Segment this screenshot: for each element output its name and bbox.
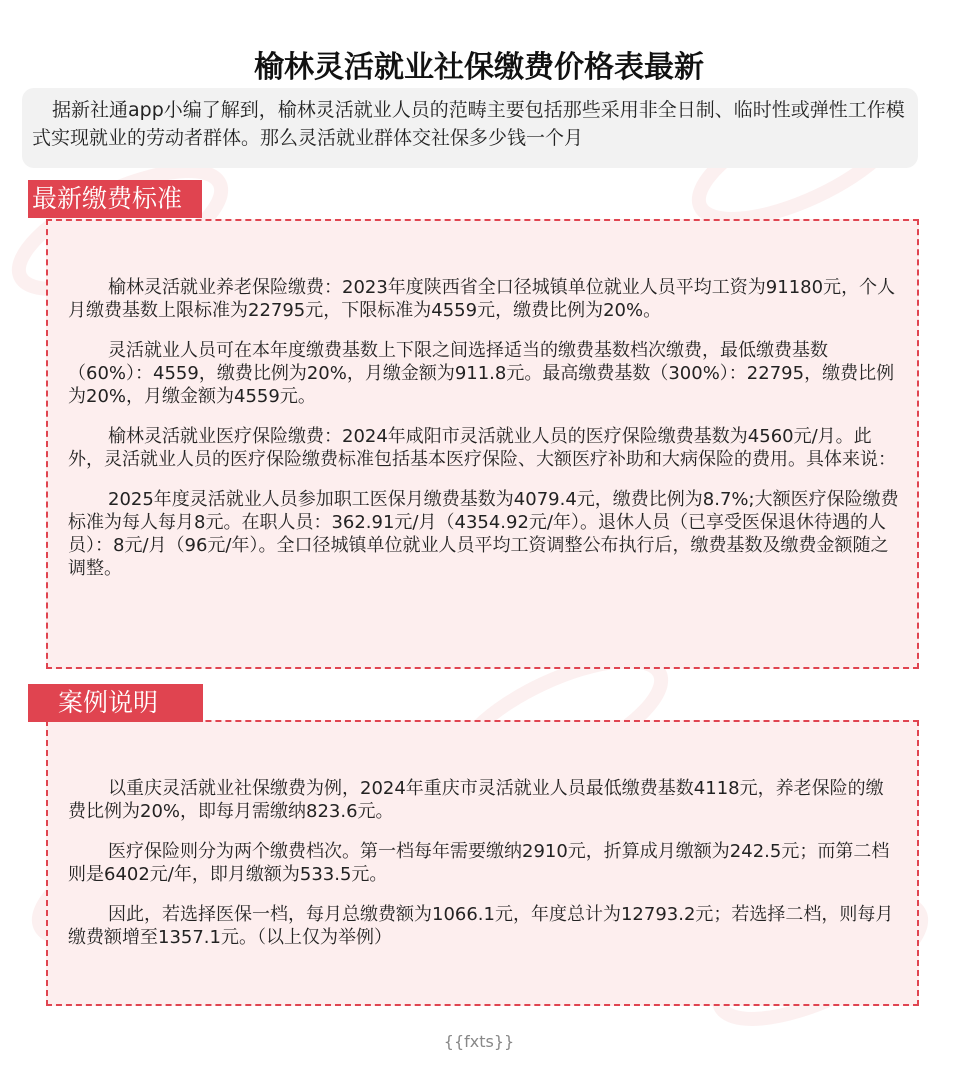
paragraph: 灵活就业人员可在本年度缴费基数上下限之间选择适当的缴费基数档次缴费，最低缴费基数（60%）：4559，缴费比例为20%，月缴金额为911.8元。最高缴费基数（300%）：22795，缴费比例为20%，月缴金额为4559元。: [68, 340, 895, 407]
paragraph: 榆林灵活就业养老保险缴费：2023年度陕西省全口径城镇单位就业人员平均工资为91180元，个人月缴费基数上限标准为22795元，下限标准为4559元，缴费比例为20%。: [68, 277, 896, 321]
section-example-content: [46, 720, 919, 1006]
footer-placeholder: {{fxts}}: [443, 1032, 515, 1051]
section-standards-content: [46, 219, 919, 669]
paragraph: 2025年度灵活就业人员参加职工医保月缴费基数为4079.4元，缴费比例为8.7%;大额医疗保险缴费标准为每人每月8元。在职人员：362.91元/月（4354.92元/年）。退休人员（已享受医保退休待遇的人员）：8元/月（96元/年）。全口径城镇单位就业人员平均工资调整公布执行后，缴费基数及缴费金额随之调整。: [68, 489, 899, 579]
section-heading-example: 案例说明: [28, 684, 203, 722]
paragraph: 医疗保险则分为两个缴费档次。第一档每年需要缴纳2910元，折算成月缴额为242.5元；而第二档则是6402元/年，即月缴额为533.5元。: [68, 841, 890, 885]
section-heading-standards: 最新缴费标准: [28, 180, 202, 218]
paragraph: 因此，若选择医保一档，每月总缴费额为1066.1元，年度总计为12793.2元；若选择二档，则每月缴费额增至1357.1元。（以上仅为举例）: [68, 904, 894, 948]
paragraph: 以重庆灵活就业社保缴费为例，2024年重庆市灵活就业人员最低缴费基数4118元，养老保险的缴费比例为20%，即每月需缴纳823.6元。: [68, 778, 884, 822]
intro-text: 据新社通app小编了解到，榆林灵活就业人员的范畴主要包括那些采用非全日制、临时性或弹性工作模式实现就业的劳动者群体。那么灵活就业群体交社保多少钱一个月: [22, 88, 918, 168]
paragraph: 榆林灵活就业医疗保险缴费：2024年咸阳市灵活就业人员的医疗保险缴费基数为4560元/月。此外，灵活就业人员的医疗保险缴费标准包括基本医疗保险、大额医疗补助和大病保险的费用。具体来说：: [68, 426, 896, 470]
page-title: 榆林灵活就业社保缴费价格表最新: [254, 50, 704, 86]
